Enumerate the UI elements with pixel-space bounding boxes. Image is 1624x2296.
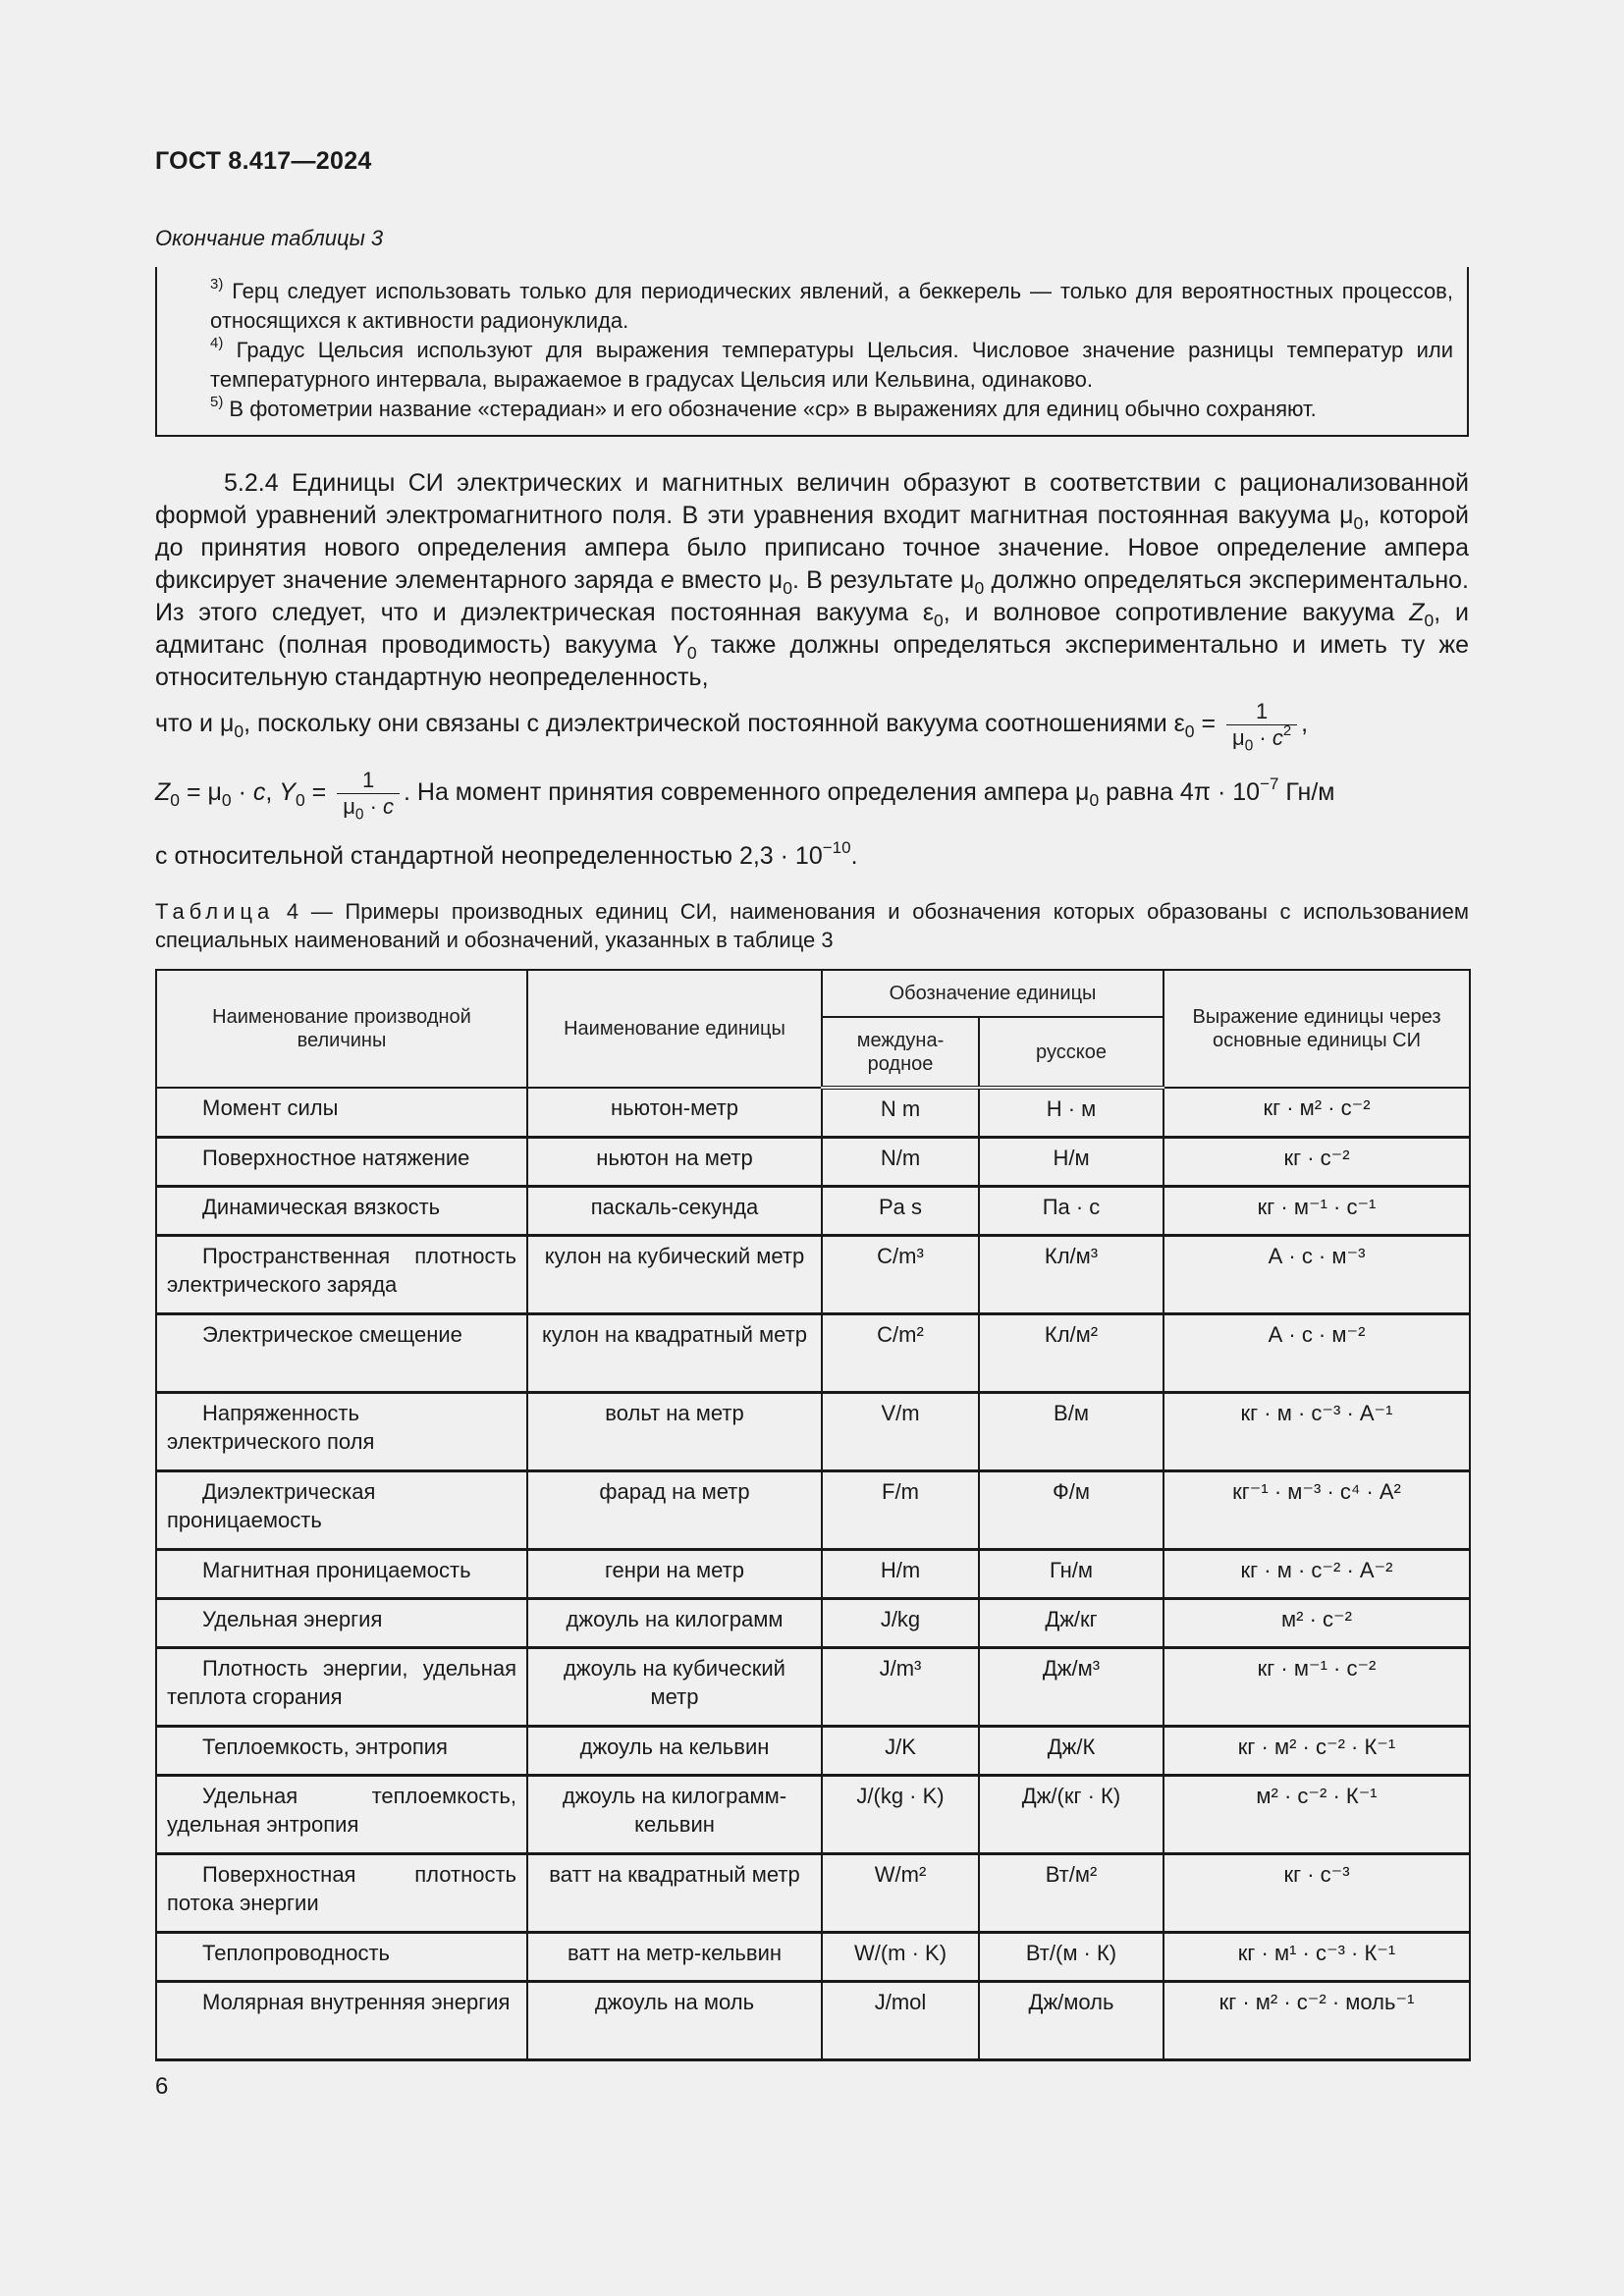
paragraph-5-2-4-line-uncertainty: с относительной стандартной неопределенностью $2,3 \cdot 10^{-10}$.: [155, 837, 858, 870]
cell-expression: кг⁻¹ · м⁻³ · с⁴ · А²: [1164, 1470, 1470, 1549]
cell-expression: кг · м⁻¹ · с⁻¹: [1164, 1186, 1470, 1235]
cell-quantity: [156, 1647, 527, 1726]
quantity-text: Молярная внутренняя энергия: [202, 1989, 511, 2014]
cell-international: W/(m · K): [822, 1932, 979, 1981]
cell-unit-name: джоуль на моль: [527, 1981, 822, 2059]
cell-russian: Дж/м³: [979, 1647, 1164, 1726]
cell-russian: Кл/м³: [979, 1235, 1164, 1313]
table-row: [156, 1088, 1470, 1137]
header-quantity: Наименование производной величины: [156, 970, 527, 1088]
cell-expression: кг · м · с⁻³ · А⁻¹: [1164, 1392, 1470, 1470]
cell-unit-name: кулон на кубический метр: [527, 1235, 822, 1313]
table-row: [156, 1313, 1470, 1392]
quantity-text: Поверхностное натяжение: [202, 1145, 470, 1170]
table-row: [156, 1137, 1470, 1186]
cell-unit-name: фарад на метр: [527, 1470, 822, 1549]
quantity-text: Магнитная проницаемость: [202, 1557, 471, 1582]
cell-unit-name: джоуль на кельвин: [527, 1726, 822, 1775]
quantity-text: Удельная энергия: [202, 1606, 383, 1631]
derived-units-table: [155, 969, 1471, 2061]
table-row: [156, 1932, 1470, 1981]
cell-international: Pa s: [822, 1186, 979, 1235]
cell-russian: Па · с: [979, 1186, 1164, 1235]
cell-expression: кг · м¹ · с⁻³ · К⁻¹: [1164, 1932, 1470, 1981]
cell-russian: Дж/кг: [979, 1598, 1164, 1647]
cell-expression: кг · с⁻³: [1164, 1853, 1470, 1932]
quantity-text: Теплопроводность: [202, 1940, 391, 1965]
cell-expression: кг · м² · с⁻²: [1164, 1088, 1470, 1137]
cell-unit-name: ватт на метр-кельвин: [527, 1932, 822, 1981]
table-row: [156, 1647, 1470, 1726]
cell-international: N/m: [822, 1137, 979, 1186]
cell-quantity: [156, 1775, 527, 1853]
cell-unit-name: паскаль-секунда: [527, 1186, 822, 1235]
table-row: [156, 1853, 1470, 1932]
cell-unit-name: ньютон-метр: [527, 1088, 822, 1137]
quantity-text: Плотность энергии, удельная теплота сгорания: [167, 1655, 516, 1709]
cell-russian: Дж/К: [979, 1726, 1164, 1775]
cell-international: J/kg: [822, 1598, 979, 1647]
table-row: [156, 1186, 1470, 1235]
cell-unit-name: вольт на метр: [527, 1392, 822, 1470]
cell-quantity: [156, 1549, 527, 1598]
quantity-text: Электрическое смещение: [202, 1321, 462, 1347]
fraction-y0: $\frac{1}{\mu_0 \cdot c}$: [337, 768, 400, 820]
cell-quantity: [156, 1981, 527, 2059]
cell-international: W/m²: [822, 1853, 979, 1932]
cell-expression: А · с · м⁻³: [1164, 1235, 1470, 1313]
cell-international: N m: [822, 1088, 979, 1137]
cell-russian: Дж/моль: [979, 1981, 1164, 2059]
table-row: [156, 1775, 1470, 1853]
quantity-text: Удельная теплоемкость, удельная энтропия: [167, 1783, 516, 1837]
cell-international: J/(kg · K): [822, 1775, 979, 1853]
cell-international: F/m: [822, 1470, 979, 1549]
cell-quantity: [156, 1235, 527, 1313]
cell-expression: кг · м² · с⁻² · К⁻¹: [1164, 1726, 1470, 1775]
cell-russian: Вт/м²: [979, 1853, 1164, 1932]
quantity-text: Диэлектрическая проницаемость: [167, 1478, 376, 1532]
cell-quantity: [156, 1598, 527, 1647]
header-international: междуна- родное: [822, 1017, 979, 1088]
cell-unit-name: ватт на квадратный метр: [527, 1853, 822, 1932]
cell-russian: Н · м: [979, 1088, 1164, 1137]
quantity-text: Момент силы: [202, 1095, 339, 1120]
quantity-text: Поверхностная плотность потока энергии: [167, 1861, 516, 1915]
cell-unit-name: джоуль на килограмм-кельвин: [527, 1775, 822, 1853]
cell-quantity: [156, 1932, 527, 1981]
table-row: [156, 1598, 1470, 1647]
page-number: 6: [155, 2073, 169, 2100]
cell-unit-name: ньютон на метр: [527, 1137, 822, 1186]
table-row: [156, 1726, 1470, 1775]
cell-expression: А · с · м⁻²: [1164, 1313, 1470, 1392]
cell-international: C/m²: [822, 1313, 979, 1392]
cell-expression: м² · с⁻²: [1164, 1598, 1470, 1647]
cell-international: H/m: [822, 1549, 979, 1598]
cell-expression: кг · м⁻¹ · с⁻²: [1164, 1647, 1470, 1726]
cell-expression: м² · с⁻² · К⁻¹: [1164, 1775, 1470, 1853]
cell-quantity: [156, 1313, 527, 1392]
cell-expression: кг · м² · с⁻² · моль⁻¹: [1164, 1981, 1470, 2059]
cell-quantity: [156, 1186, 527, 1235]
table-row: [156, 1392, 1470, 1470]
cell-international: J/m³: [822, 1647, 979, 1726]
header-designation: Обозначение единицы: [822, 970, 1164, 1017]
footnote-3: $^{3)}$ Герц следует использовать только для периодических явлений, а беккерель — только для вероятностных процессов, относящихся к активности радионуклида.: [210, 276, 1453, 333]
cell-quantity: [156, 1470, 527, 1549]
table-row: [156, 1235, 1470, 1313]
table-continuation-label: Окончание таблицы 3: [155, 226, 384, 250]
footnote-5: $^{5)}$ В фотометрии название «стерадиан» и его обозначение «ср» в выражениях для единиц обычно сохраняют.: [210, 394, 1317, 421]
cell-international: J/mol: [822, 1981, 979, 2059]
cell-international: V/m: [822, 1392, 979, 1470]
quantity-text: Пространственная плотность электрического заряда: [167, 1243, 516, 1297]
cell-quantity: [156, 1137, 527, 1186]
cell-international: C/m³: [822, 1235, 979, 1313]
table-row: [156, 1981, 1470, 2059]
cell-quantity: [156, 1853, 527, 1932]
cell-quantity: [156, 1726, 527, 1775]
quantity-text: Напряженность электрического поля: [167, 1400, 375, 1454]
table-row: [156, 1549, 1470, 1598]
header-russian: русское: [979, 1017, 1164, 1088]
footnote-4: $^{4)}$ Градус Цельсия используют для выражения температуры Цельсия. Числовое значение разницы температур или температурного интервала, выражаемое в градусах Цельсия или Кельвина, одинаково.: [210, 335, 1453, 392]
table-caption-text: — Примеры производных единиц СИ, наименования и обозначения которых образованы с использованием специальных наименований и обозначений, указанных в таблице 3: [155, 899, 1469, 952]
cell-unit-name: генри на метр: [527, 1549, 822, 1598]
cell-russian: Н/м: [979, 1137, 1164, 1186]
cell-unit-name: кулон на квадратный метр: [527, 1313, 822, 1392]
paragraph-5-2-4-line-formulas: $Z_0 = \mu_0 \cdot c$, $Y_0$ = $\frac{1}{\mu_0 \cdot c}$ . На момент принятия современного определения ампера $\mu_0$ равна $4\pi \cdot 10^{-7}$ Гн/м: [155, 768, 1335, 824]
table-caption-number: 4: [286, 899, 299, 924]
cell-expression: кг · с⁻²: [1164, 1137, 1470, 1186]
header-unit-name: Наименование единицы: [527, 970, 822, 1088]
cell-unit-name: джоуль на кубический метр: [527, 1647, 822, 1726]
quantity-text: Динамическая вязкость: [202, 1194, 441, 1219]
cell-quantity: [156, 1088, 527, 1137]
table-4-caption: [155, 897, 1469, 954]
table-body: [156, 1088, 1470, 2059]
cell-russian: Вт/(м · К): [979, 1932, 1164, 1981]
document-header: ГОСТ 8.417—2024: [155, 147, 372, 175]
table-row: [156, 1470, 1470, 1549]
footnote-5-text: В фотометрии название «стерадиан» и его обозначение «ср» в выражениях для единиц обычно сохраняют.: [229, 397, 1317, 421]
header-expression: Выражение единицы через основные единицы СИ: [1164, 970, 1470, 1088]
cell-expression: кг · м · с⁻² · А⁻²: [1164, 1549, 1470, 1598]
table-caption-label: Таблица: [155, 899, 275, 924]
cell-quantity: [156, 1392, 527, 1470]
footnote-3-text: Герц следует использовать только для периодических явлений, а беккерель — только для вероятностных процессов, относящихся к активности радионуклида.: [210, 279, 1453, 333]
table-3-footnotes: [155, 267, 1469, 437]
fraction-epsilon0: $\frac{1}{\mu_0 \cdot c^2}$: [1226, 699, 1297, 751]
cell-russian: Ф/м: [979, 1470, 1164, 1549]
paragraph-5-2-4: 5.2.4 Единицы СИ электрических и магнитных величин образуют в соответствии с рационализованной формой уравнений электромагнитного поля. В эти уравнения входит магнитная постоянная вакуума $\mu_0$, которой до принятия нового определения ампера было приписано точное значение. Новое определение ампера фиксирует значение элементарного заряда e вместо $\mu_0$. В результате $\mu_0$ должно определяться экспериментально. Из этого следует, что и диэлектрическая постоянная вакуума $\varepsilon_0$, и волновое сопротивление вакуума $Z_0$, и адмитанс (полная проводимость) вакуума $Y_0$ также должны определяться экспериментально и иметь ту же относительную стандартную неопределенность,: [155, 469, 1470, 691]
cell-unit-name: джоуль на килограмм: [527, 1598, 822, 1647]
footnote-4-text: Градус Цельсия используют для выражения температуры Цельсия. Числовое значение разницы температур или температурного интервала, выражаемое в градусах Цельсия или Кельвина, одинаково.: [210, 338, 1453, 392]
cell-international: J/K: [822, 1726, 979, 1775]
cell-russian: Гн/м: [979, 1549, 1164, 1598]
cell-russian: Кл/м²: [979, 1313, 1164, 1392]
cell-russian: В/м: [979, 1392, 1164, 1470]
quantity-text: Теплоемкость, энтропия: [202, 1734, 448, 1759]
paragraph-5-2-4-line-relations: что и $\mu_0$, поскольку они связаны с диэлектрической постоянной вакуума соотношениями $\varepsilon_0$ = $\frac{1}{\mu_0 \cdot c^2}$ ,: [155, 699, 1309, 755]
cell-russian: Дж/(кг · К): [979, 1775, 1164, 1853]
